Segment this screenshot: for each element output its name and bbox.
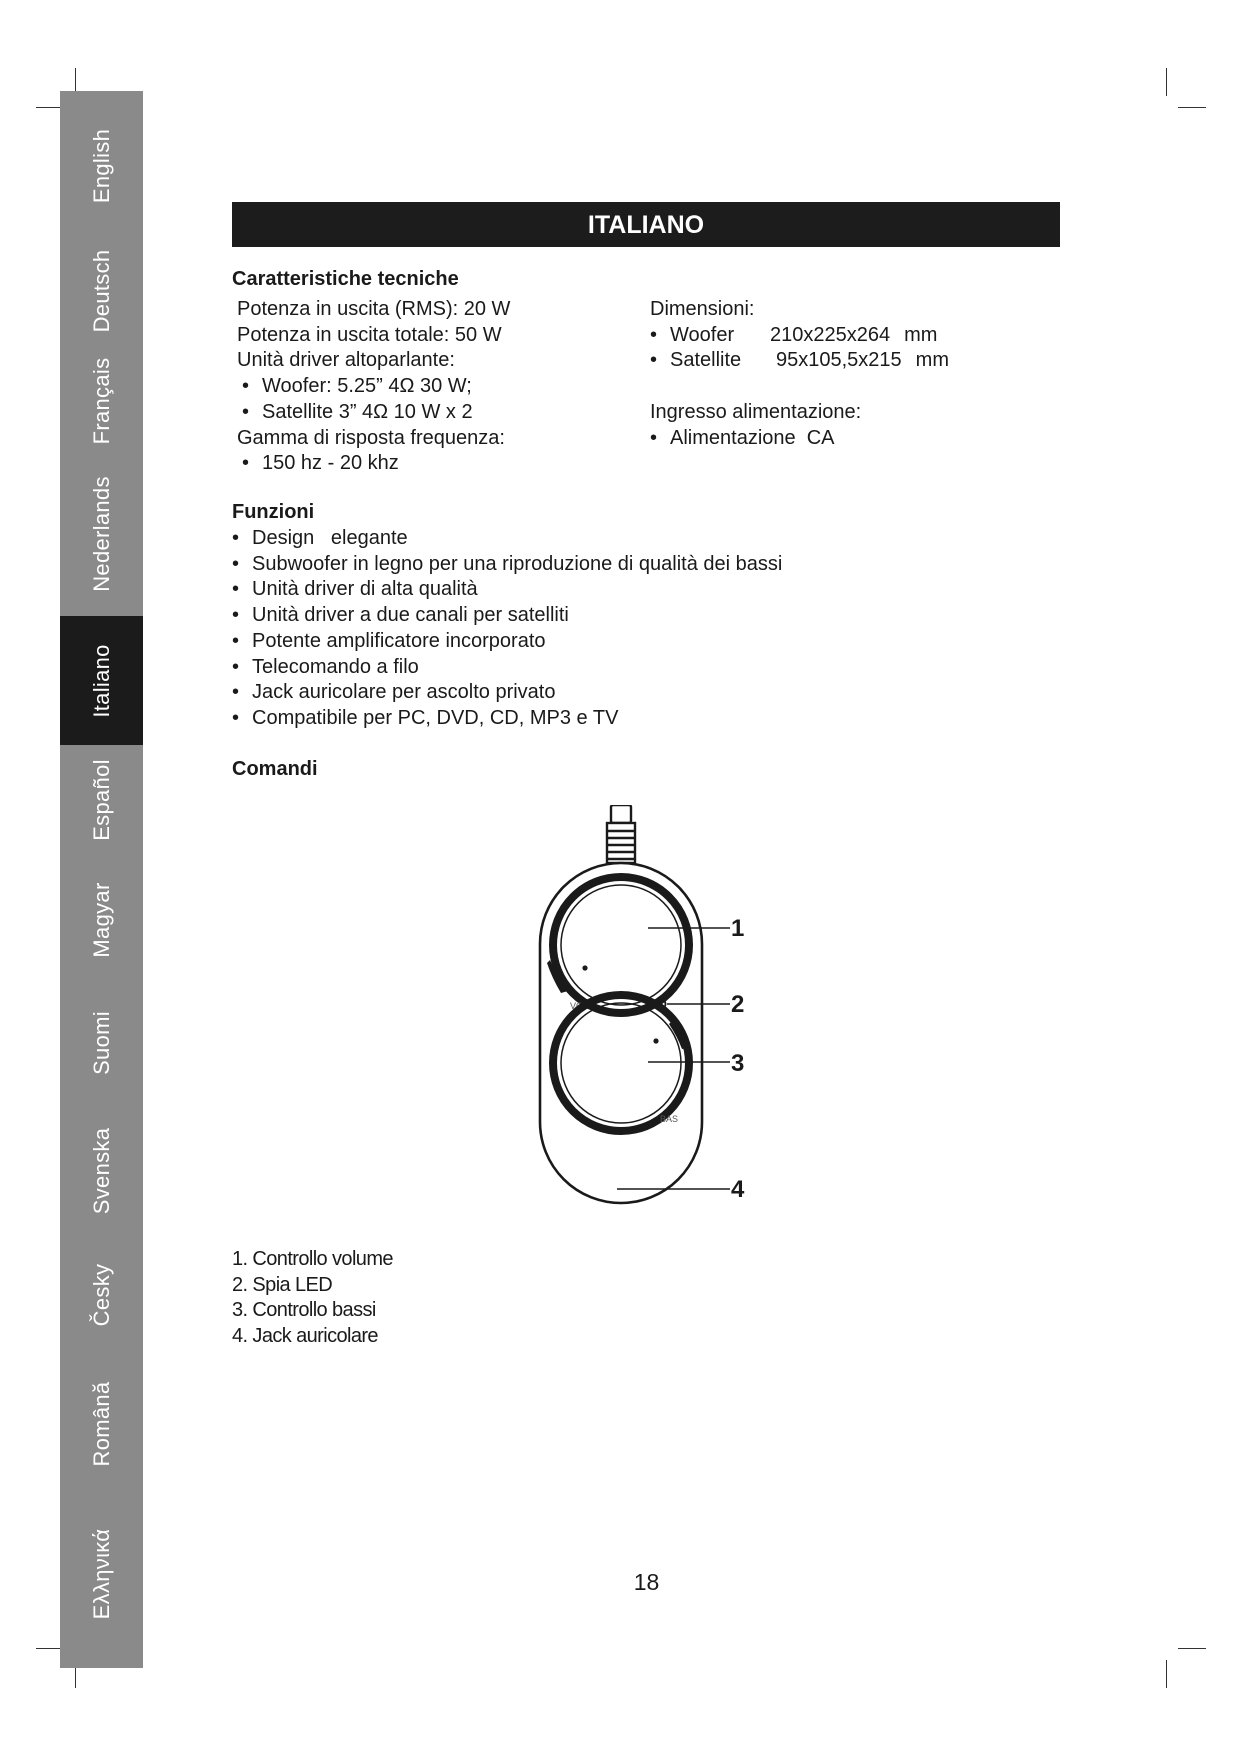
- spec-bullet-text: 150 hz - 20 khz: [262, 452, 399, 475]
- spec-bullet-text: Woofer: 5.25” 4Ω 30 W;: [262, 375, 472, 398]
- dimension-row: [650, 323, 949, 349]
- remote-control-diagram: [530, 805, 770, 1225]
- function-text: Unità driver a due canali per satelliti: [252, 604, 569, 627]
- lang-tab-label: English: [88, 128, 114, 204]
- spec-bullet-line: [237, 374, 510, 400]
- list-item: [232, 552, 782, 578]
- controls-legend: [232, 1247, 393, 1350]
- specs-heading: Caratteristiche tecniche: [232, 268, 459, 290]
- spec-line: Gamma di risposta frequenza:: [237, 426, 505, 449]
- dimension-value: 210x225x264: [770, 323, 891, 346]
- specs-left-column: [237, 297, 510, 477]
- lang-tab-label: Deutsch: [88, 249, 114, 333]
- list-item: [232, 706, 782, 732]
- spec-bullet-text: Satellite 3” 4Ω 10 W x 2: [262, 400, 473, 423]
- controls-heading: Comandi: [232, 758, 318, 780]
- lang-tab-label: Suomi: [88, 1011, 114, 1075]
- list-item: [232, 603, 782, 629]
- callout-2: 2: [731, 991, 745, 1018]
- callout-3: 3: [731, 1050, 745, 1077]
- lang-tab-label: Română: [88, 1381, 114, 1467]
- function-text: Jack auricolare per ascolto privato: [252, 681, 556, 704]
- lang-tab-deutsch[interactable]: [60, 241, 143, 341]
- list-item: [232, 629, 782, 655]
- callout-4: 4: [731, 1176, 745, 1203]
- lang-tab-francais[interactable]: [60, 341, 143, 461]
- spec-line: Potenza in uscita (RMS): 20 W: [237, 298, 511, 320]
- lang-tab-english[interactable]: [60, 91, 143, 241]
- dimension-value: 95x105,5x215: [776, 349, 902, 372]
- lang-tab-label: Česky: [88, 1263, 114, 1327]
- legend-item: 4. Jack auricolare: [232, 1325, 378, 1348]
- power-item-text: Alimentazione CA: [670, 426, 835, 449]
- lang-tab-suomi[interactable]: [60, 985, 143, 1101]
- lang-tab-label: Magyar: [88, 882, 114, 958]
- list-item: [232, 680, 782, 706]
- vol-label: VOL: [570, 1001, 589, 1011]
- dimension-unit: mm: [915, 349, 949, 372]
- spec-line: Potenza in uscita totale: 50 W: [237, 323, 502, 346]
- crop-mark: [1166, 1660, 1167, 1688]
- bas-label: BAS: [660, 1114, 679, 1124]
- lang-tab-label: Nederlands: [88, 476, 114, 592]
- lang-tab-nederlands[interactable]: [60, 461, 143, 607]
- spec-bullet-line: [237, 451, 510, 477]
- lang-tab-italiano[interactable]: [60, 616, 143, 745]
- page-number: 18: [633, 1569, 660, 1595]
- spec-line: Unità driver altoparlante:: [237, 349, 455, 372]
- crop-mark: [1166, 68, 1167, 96]
- function-text: Compatibile per PC, DVD, CD, MP3 e TV: [252, 706, 619, 729]
- dimension-unit: mm: [904, 323, 938, 346]
- page-title: ITALIANO: [232, 202, 1060, 247]
- dimensions-heading: Dimensioni:: [650, 298, 755, 320]
- power-heading: Ingresso alimentazione:: [650, 400, 862, 423]
- crop-mark: [1178, 1648, 1206, 1649]
- list-item: [232, 655, 782, 681]
- specs-right-column: [650, 297, 949, 451]
- language-sidebar: [60, 91, 143, 1668]
- lang-tab-espanol[interactable]: [60, 745, 143, 855]
- cable: [607, 805, 635, 863]
- dimension-name: Woofer: [670, 323, 735, 346]
- function-text: Telecomando a filo: [252, 655, 419, 678]
- lang-tab-label: Ελληνικά: [88, 1528, 114, 1620]
- callout-1: 1: [731, 915, 745, 942]
- lang-tab-svenska[interactable]: [60, 1101, 143, 1241]
- list-item: [232, 526, 782, 552]
- power-item: [650, 426, 949, 452]
- spec-bullet-line: [237, 400, 510, 426]
- legend-item: 1. Controllo volume: [232, 1248, 393, 1270]
- dimension-name: Satellite: [670, 349, 742, 372]
- list-item: [232, 577, 782, 603]
- lang-tab-cesky[interactable]: [60, 1241, 143, 1349]
- function-text: Potente amplificatore incorporato: [252, 629, 546, 652]
- lang-tab-label: Svenska: [88, 1127, 114, 1215]
- crop-mark: [1178, 107, 1206, 108]
- function-text: Unità driver di alta qualità: [252, 578, 478, 601]
- lang-tab-label: Italiano: [88, 643, 114, 718]
- lang-tab-label: Español: [88, 759, 114, 841]
- legend-item: 3. Controllo bassi: [232, 1299, 376, 1322]
- functions-heading: Funzioni: [232, 501, 315, 523]
- function-text: Design elegante: [252, 527, 408, 549]
- lang-tab-magyar[interactable]: [60, 855, 143, 985]
- function-text: Subwoofer in legno per una riproduzione di qualità dei bassi: [252, 552, 783, 575]
- lang-tab-label: Français: [88, 357, 114, 445]
- lang-tab-romana[interactable]: [60, 1349, 143, 1499]
- dimension-row: [650, 348, 949, 374]
- legend-item: 2. Spia LED: [232, 1273, 333, 1296]
- functions-list: [232, 526, 782, 732]
